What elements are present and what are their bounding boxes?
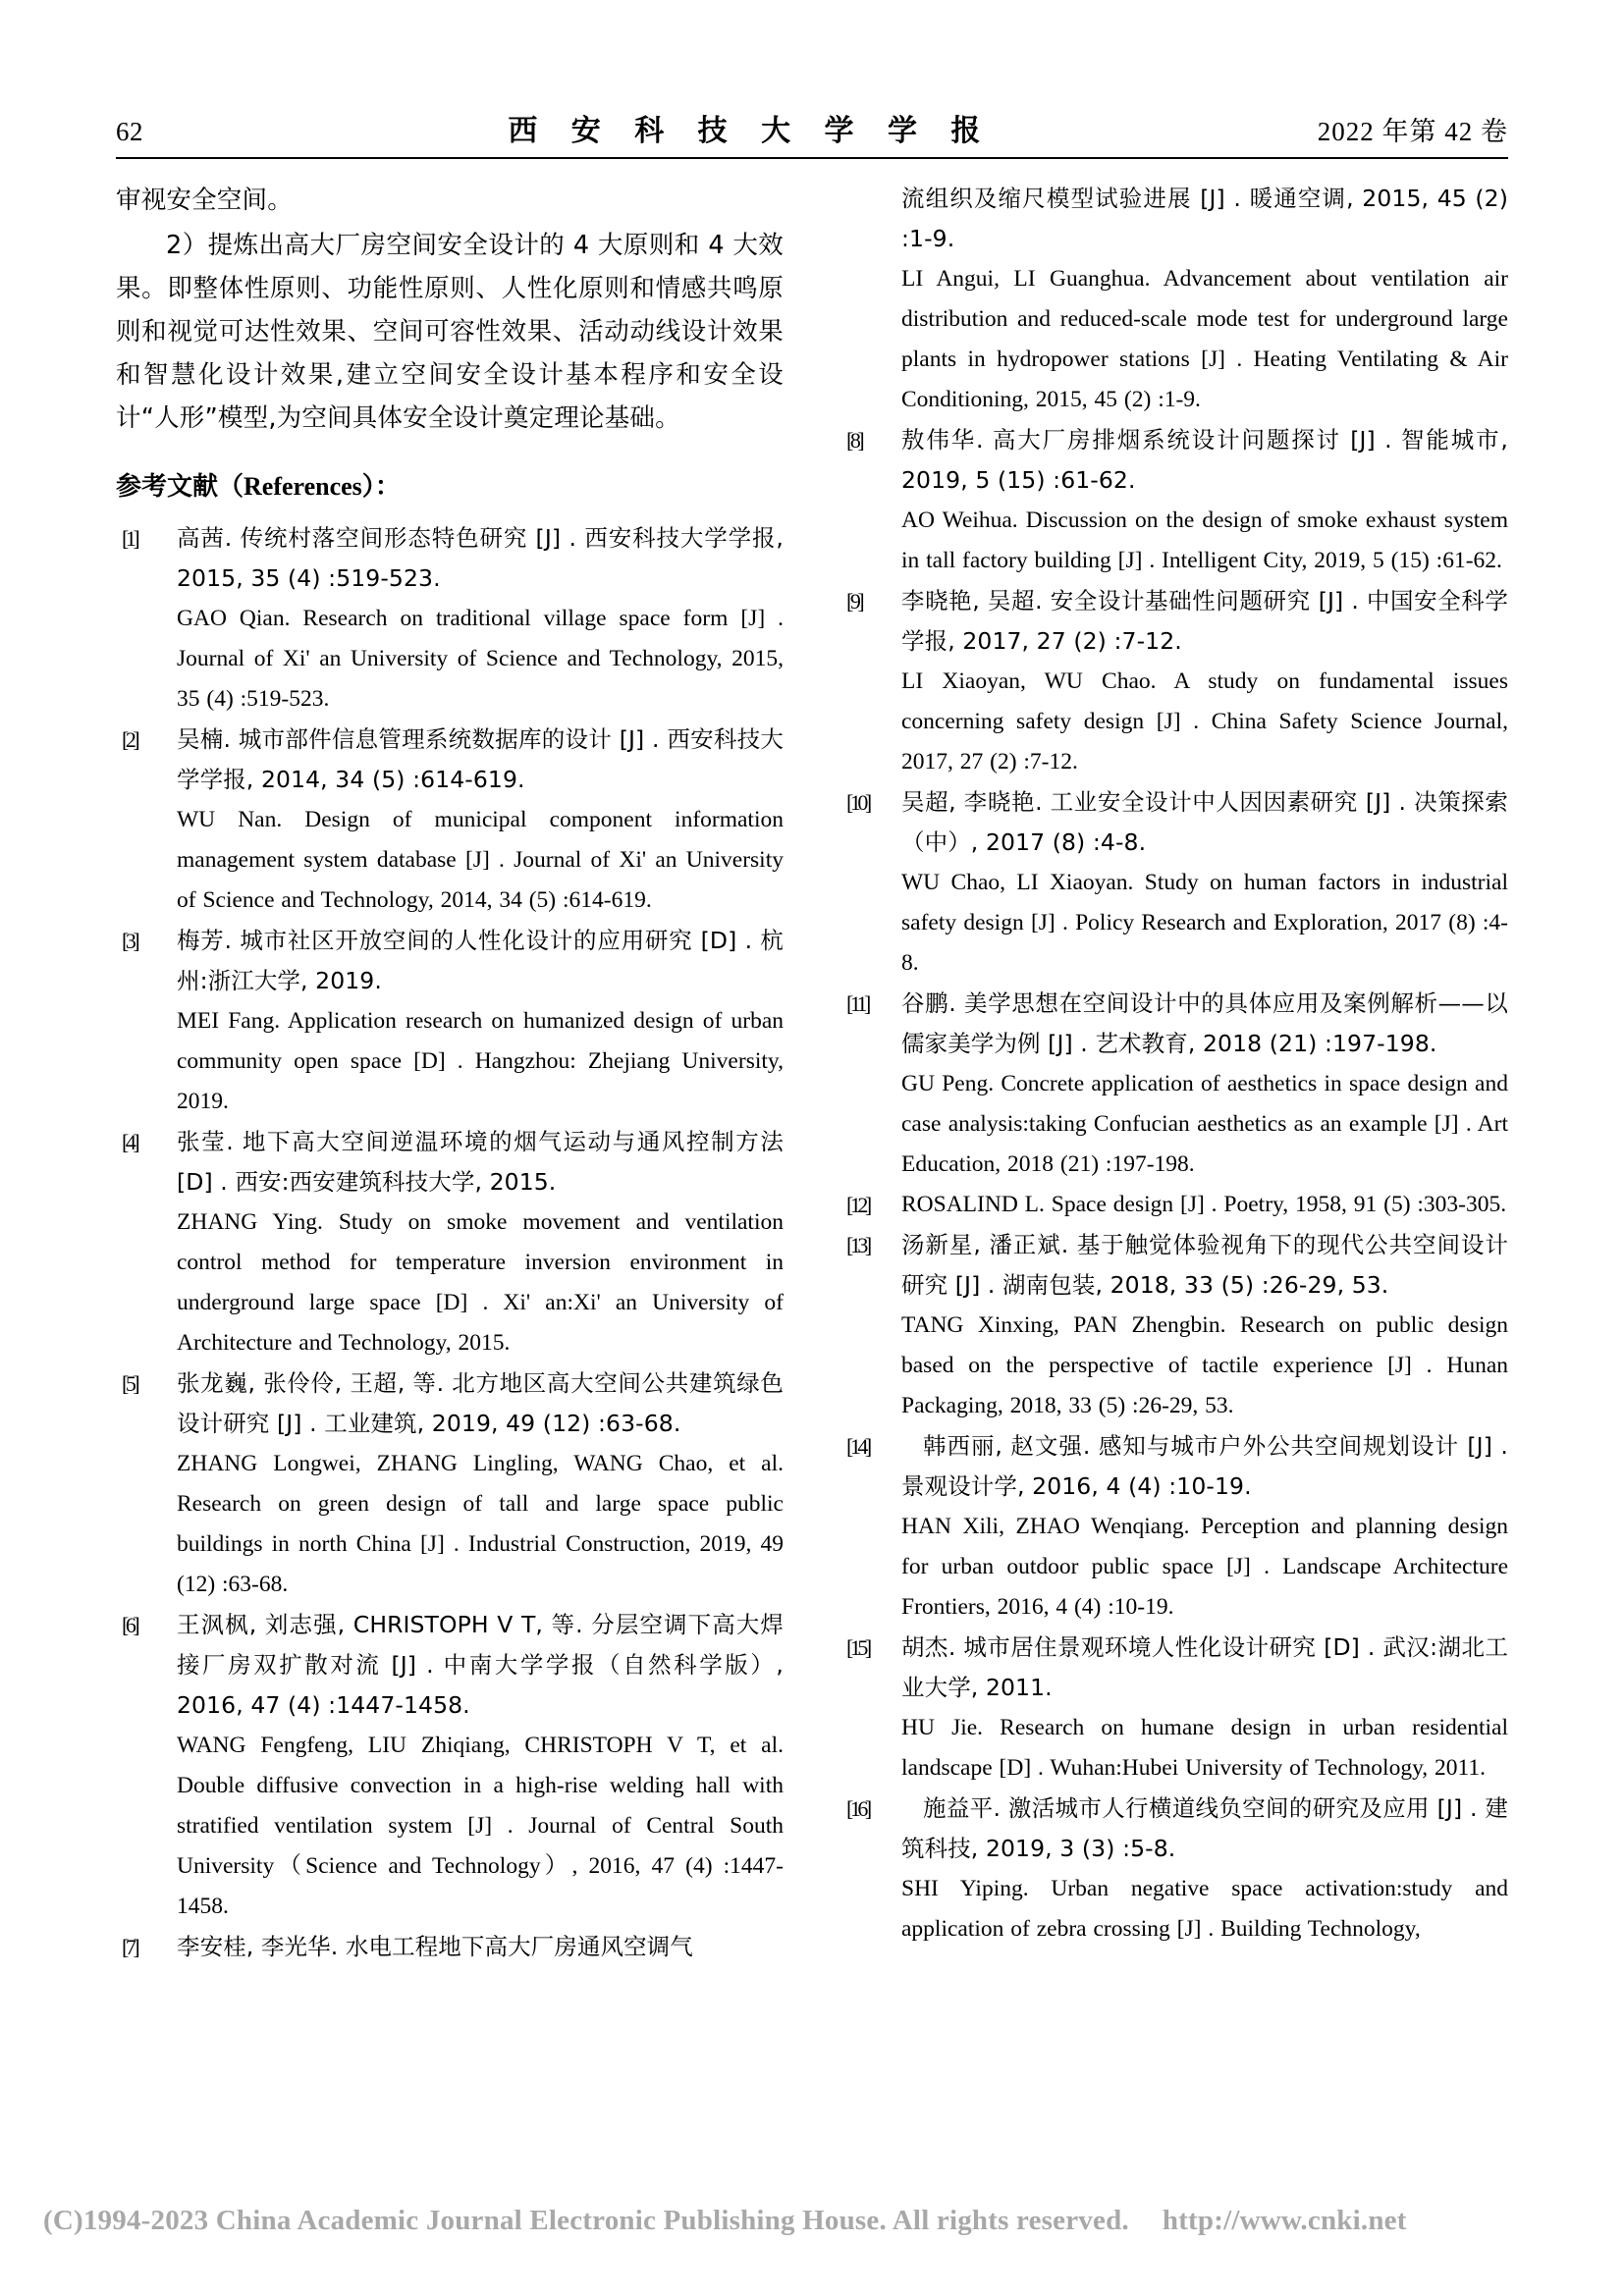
references-heading-en: （References） <box>218 472 375 501</box>
reference-number: [8] <box>846 428 862 453</box>
reference-item <box>116 1927 784 1967</box>
reference-number: [11] <box>846 991 868 1016</box>
reference-en: AO Weihua. Discussion on the design of smoke exhaust system in tall factory building [J] . Intelligent City, 2019, 5 (15) :61-62. <box>901 507 1508 573</box>
right-column <box>840 179 1508 1967</box>
reference-en: GAO Qian. Research on traditional village space form [J] . Journal of Xi' an University of Science and Technology, 2015, 35 (4) :519-523. <box>177 606 784 712</box>
reference-body <box>901 782 1508 984</box>
reference-body <box>177 1605 784 1927</box>
running-header <box>116 106 1508 151</box>
reference-cn: 高茜. 传统村落空间形态特色研究 [J] . 西安科技大学学报, 2015, 35 (4) :519-523. <box>177 524 784 592</box>
body-paragraph-1: 审视安全空间。 <box>116 186 293 215</box>
reference-en: WU Nan. Design of municipal component information management system database [J] . Journal of Xi' an University of Science and Technology, 2014, 34 (5) :614-619. <box>177 807 784 913</box>
reference-list-right <box>840 179 1508 1949</box>
reference-list-left <box>116 518 784 1967</box>
reference-en: WANG Fengfeng, LIU Zhiqiang, CHRISTOPH V T, et al. Double diffusive convection in a high-rise welding hall with stratified ventilation system [J] . Journal of Central South University（Science and Technology）, 2016, 47 (4) :1447-1458. <box>177 1733 784 1919</box>
copyright-footer <box>43 2205 1575 2237</box>
reference-cn: 谷鹏. 美学思想在空间设计中的具体应用及案例解析——以儒家美学为例 [J] . 艺术教育, 2018 (21) :197-198. <box>901 989 1508 1057</box>
reference-number: [3] <box>122 929 137 953</box>
header-divider <box>116 157 1508 159</box>
reference-body <box>177 1927 784 1967</box>
reference-cn-continued: 流组织及缩尺模型试验进展 [J] . 暖通空调, 2015, 45 (2) :1-9. <box>901 185 1508 252</box>
reference-en: TANG Xinxing, PAN Zhengbin. Research on public design based on the perspective of tactile experience [J] . Hunan Packaging, 2018, 33 (5) :26-29, 53. <box>901 1312 1508 1418</box>
journal-title: 西 安 科 技 大 学 学 报 <box>508 114 993 148</box>
reference-en: GU Peng. Concrete application of aesthetics in space design and case analysis:taking Confucian aesthetics as an example [J] . Art Education, 2018 (21) :197-198. <box>901 1071 1508 1177</box>
reference-body <box>901 1789 1508 1949</box>
reference-en: HU Jie. Research on humane design in urban residential landscape [D] . Wuhan:Hubei University of Technology, 2011. <box>901 1715 1508 1781</box>
references-heading <box>116 465 784 508</box>
reference-item <box>840 1225 1508 1426</box>
reference-body <box>177 921 784 1122</box>
reference-item <box>116 1605 784 1927</box>
reference-number: [2] <box>122 727 137 752</box>
reference-number: [6] <box>122 1613 137 1637</box>
reference-item <box>840 581 1508 782</box>
reference-cn: 施益平. 激活城市人行横道线负空间的研究及应用 [J] . 建筑科技, 2019, 3 (3) :5-8. <box>901 1794 1508 1862</box>
reference-body <box>901 1426 1508 1628</box>
reference-number: [5] <box>122 1371 137 1396</box>
reference-en: ZHANG Ying. Study on smoke movement and ventilation control method for temperature inversion environment in underground large space [D] . Xi' an:Xi' an University of Architecture and Technology, 2015. <box>177 1209 784 1356</box>
reference-body <box>177 720 784 921</box>
reference-item <box>116 1363 784 1605</box>
reference-number: [4] <box>122 1130 137 1154</box>
reference-cn: 敖伟华. 高大厂房排烟系统设计问题探讨 [J] . 智能城市, 2019, 5 (15) :61-62. <box>901 426 1508 494</box>
reference-cn: 胡杰. 城市居住景观环境人性化设计研究 [D] . 武汉:湖北工业大学, 2011. <box>901 1633 1508 1701</box>
reference-number: [10] <box>846 790 869 815</box>
reference-en: ROSALIND L. Space design [J] . Poetry, 1958, 91 (5) :303-305. <box>901 1192 1507 1217</box>
reference-en: SHI Yiping. Urban negative space activation:study and application of zebra crossing [J] . Building Technology, <box>901 1876 1508 1942</box>
reference-body <box>901 1185 1508 1225</box>
left-column <box>116 179 784 1967</box>
reference-item <box>840 1789 1508 1949</box>
reference-body <box>901 1628 1508 1789</box>
reference-item <box>840 984 1508 1185</box>
reference-en: WU Chao, LI Xiaoyan. Study on human factors in industrial safety design [J] . Policy Research and Exploration, 2017 (8) :4-8. <box>901 870 1508 976</box>
cnki-url: http://www.cnki.net <box>1162 2205 1407 2236</box>
reference-number: [15] <box>846 1635 869 1660</box>
reference-number: [12] <box>846 1193 869 1217</box>
reference-number: [16] <box>846 1796 869 1821</box>
reference-item-continued <box>840 179 1508 420</box>
reference-number: [7] <box>122 1935 137 1959</box>
reference-item <box>840 1426 1508 1628</box>
reference-item <box>116 921 784 1122</box>
body-paragraph-2: 2）提炼出高大厂房空间安全设计的 4 大原则和 4 大效果。即整体性原则、功能性原则、人性化原则和情感共鸣原则和视觉可达性效果、空间可容性效果、活动动线设计效果和智慧化设计效果,建立空间安全设计基本程序和安全设计“人形”模型,为空间具体安全设计奠定理论基础。 <box>116 231 784 433</box>
reference-cn: 张龙巍, 张伶伶, 王超, 等. 北方地区高大空间公共建筑绿色设计研究 [J] . 工业建筑, 2019, 49 (12) :63-68. <box>177 1369 784 1437</box>
reference-cn: 韩西丽, 赵文强. 感知与城市户外公共空间规划设计 [J] . 景观设计学, 2016, 4 (4) :10-19. <box>901 1432 1508 1500</box>
references-heading-colon: ： <box>374 472 401 502</box>
reference-cn: 王沨枫, 刘志强, CHRISTOPH V T, 等. 分层空调下高大焊接厂房双扩散对流 [J] . 中南大学学报（自然科学版）, 2016, 47 (4) :1447-1458. <box>177 1611 784 1719</box>
reference-item <box>840 1185 1508 1225</box>
reference-number: [9] <box>846 589 862 614</box>
reference-body <box>901 984 1508 1185</box>
reference-number: [1] <box>122 526 137 551</box>
reference-body <box>177 1363 784 1605</box>
reference-number: [13] <box>846 1233 869 1257</box>
reference-number: [14] <box>846 1434 869 1459</box>
references-heading-cn: 参考文献 <box>116 472 219 502</box>
reference-body <box>901 581 1508 782</box>
reference-cn: 吴超, 李晓艳. 工业安全设计中人因因素研究 [J] . 决策探索（中）, 2017 (8) :4-8. <box>901 788 1508 856</box>
reference-item <box>116 518 784 720</box>
reference-body <box>177 1122 784 1363</box>
reference-en: LI Xiaoyan, WU Chao. A study on fundamental issues concerning safety design [J] . China Safety Science Journal, 2017, 27 (2) :7-12. <box>901 668 1508 774</box>
reference-item <box>840 420 1508 581</box>
reference-en: LI Angui, LI Guanghua. Advancement about ventilation air distribution and reduced-scale mode test for underground large plants in hydropower stations [J] . Heating Ventilating & Air Conditioning, 2015, 45 (2) :1-9. <box>901 266 1508 412</box>
reference-cn: 张莹. 地下高大空间逆温环境的烟气运动与通风控制方法 [D] . 西安:西安建筑科技大学, 2015. <box>177 1128 784 1196</box>
reference-body <box>901 420 1508 581</box>
reference-en: MEI Fang. Application research on humanized design of urban community open space [D] . Hangzhou: Zhejiang University, 2019. <box>177 1008 784 1114</box>
reference-en: ZHANG Longwei, ZHANG Lingling, WANG Chao, et al. Research on green design of tall and large space public buildings in north China [J] . Industrial Construction, 2019, 49 (12) :63-68. <box>177 1451 784 1597</box>
page-number: 62 <box>116 117 143 146</box>
body-columns <box>116 179 1508 1967</box>
reference-en: HAN Xili, ZHAO Wenqiang. Perception and planning design for urban outdoor public space [J] . Landscape Architecture Frontiers, 2016, 4 (4) :10-19. <box>901 1514 1508 1620</box>
reference-item <box>840 782 1508 984</box>
reference-cn: 汤新星, 潘正斌. 基于触觉体验视角下的现代公共空间设计研究 [J] . 湖南包装, 2018, 33 (5) :26-29, 53. <box>901 1231 1508 1299</box>
reference-item <box>840 1628 1508 1789</box>
reference-item <box>116 720 784 921</box>
reference-cn: 吴楠. 城市部件信息管理系统数据库的设计 [J] . 西安科技大学学报, 2014, 34 (5) :614-619. <box>177 725 784 793</box>
reference-cn: 梅芳. 城市社区开放空间的人性化设计的应用研究 [D] . 杭州:浙江大学, 2019. <box>177 927 784 994</box>
reference-cn: 李晓艳, 吴超. 安全设计基础性问题研究 [J] . 中国安全科学学报, 2017, 27 (2) :7-12. <box>901 587 1508 655</box>
reference-body <box>901 1225 1508 1426</box>
reference-body <box>177 518 784 720</box>
reference-cn-partial: 李安桂, 李光华. 水电工程地下高大厂房通风空调气 <box>177 1933 693 1960</box>
copyright-text: (C)1994-2023 China Academic Journal Electronic Publishing House. All rights reserved. <box>43 2205 1129 2236</box>
volume-info: 2022 年第 42 卷 <box>1317 117 1508 146</box>
reference-item <box>116 1122 784 1363</box>
reference-body <box>901 179 1508 420</box>
